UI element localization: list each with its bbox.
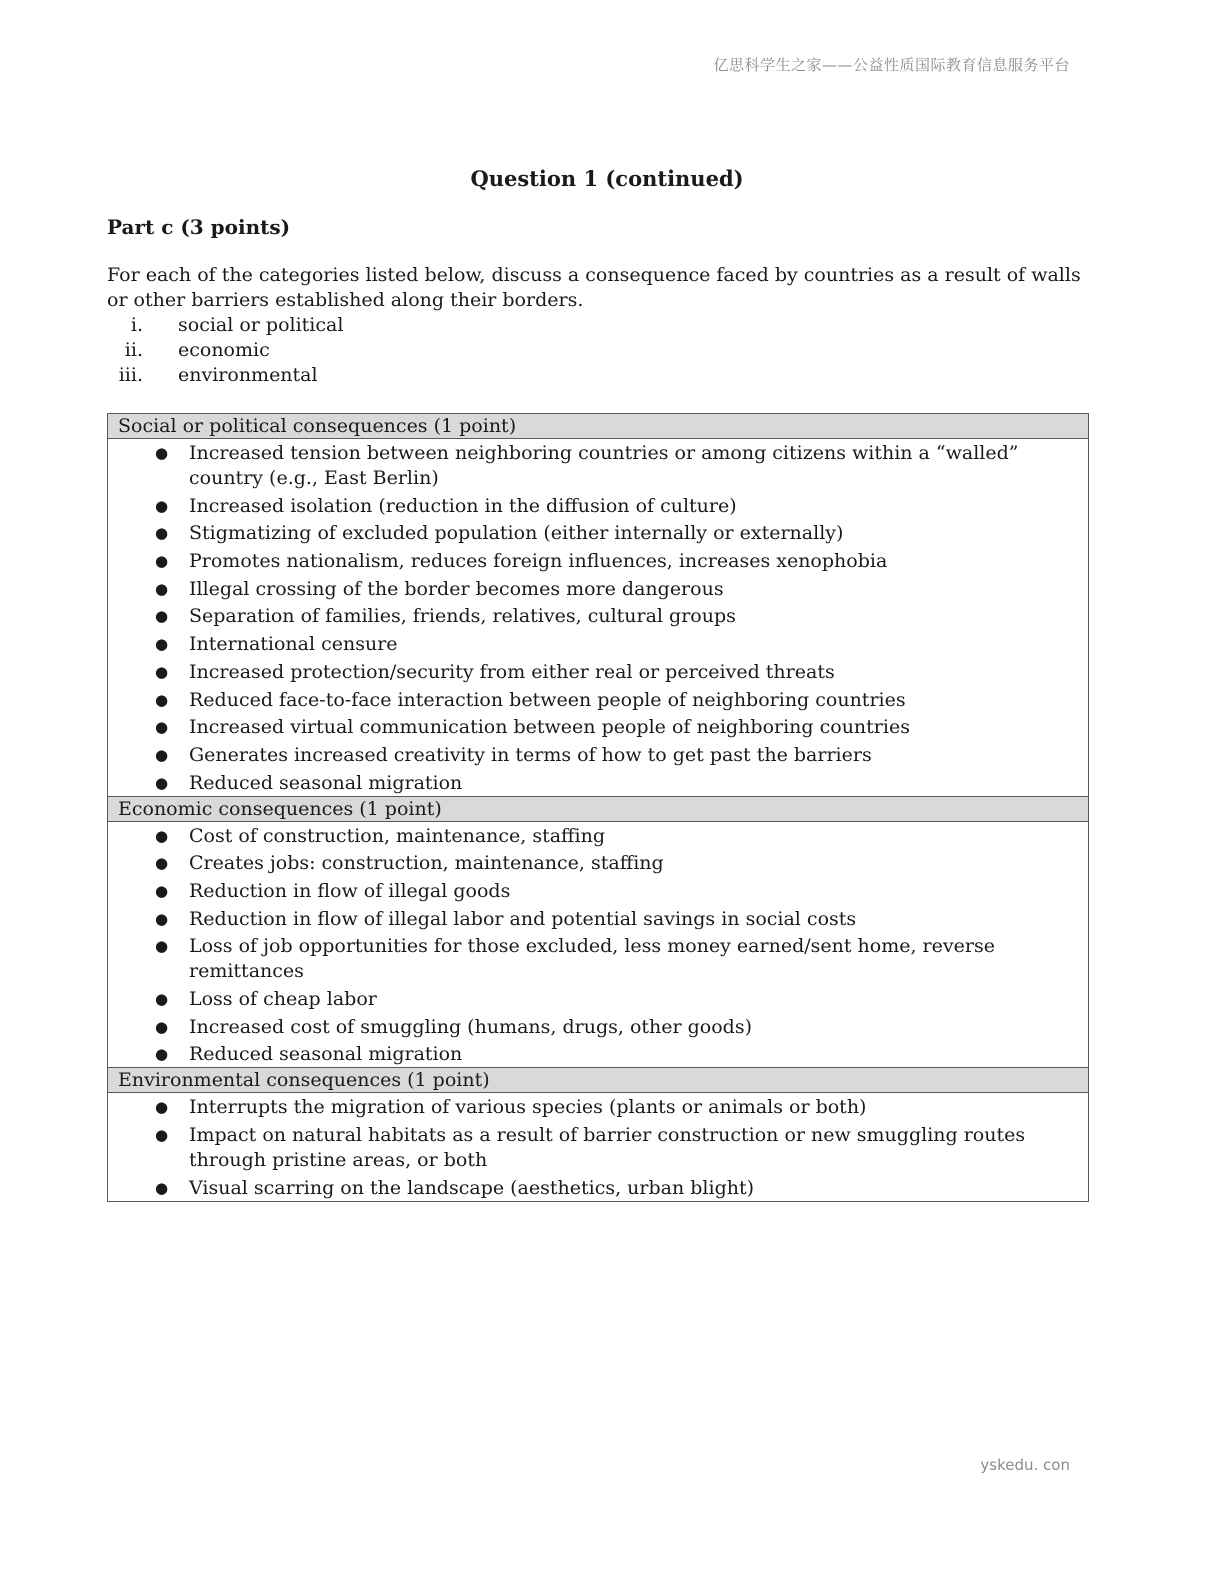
bullet-item [108,660,1088,685]
bullet-item [108,521,1088,546]
bullet-item [108,494,1088,519]
bullet-text: Cost of construction, maintenance, staffing [189,824,606,847]
bullet-item [108,1042,1088,1067]
bullet-text: Increased protection/security from either real or perceived threats [189,660,835,683]
bullet-item [108,577,1088,602]
bullet-item [108,549,1088,574]
bullet-item [108,1123,1088,1173]
bullet-item [108,879,1088,904]
category-item [107,338,1107,363]
bullet-text: Visual scarring on the landscape (aesthetics, urban blight) [189,1176,755,1199]
bullet-icon: ● [154,1017,169,1036]
rubric-section-header: Social or political consequences (1 point) [108,414,1088,439]
bullet-item [108,441,1088,491]
bullet-text: Stigmatizing of excluded population (either internally or externally) [189,522,844,545]
bullet-text: Impact on natural habitats as a result of barrier construction or new smuggling routes through pristine areas, or both [189,1124,1026,1172]
scoring-rubric-table [107,413,1089,1202]
bullet-icon: ● [154,524,169,543]
bullet-text: Interrupts the migration of various species (plants or animals or both) [189,1096,867,1119]
bullet-icon: ● [154,1045,169,1064]
bullet-list [108,1095,1088,1200]
bullet-item [108,715,1088,740]
bullet-icon: ● [154,607,169,626]
rubric-section-body [108,439,1088,796]
bullet-text: Loss of cheap labor [189,988,377,1010]
bullet-icon: ● [154,1098,169,1117]
category-text: environmental [178,364,318,386]
bullet-icon: ● [154,718,169,737]
bullet-icon: ● [154,690,169,709]
bullet-text: Loss of job opportunities for those excluded, less money earned/sent home, reverse remittances [189,935,995,983]
rubric-section-body [108,822,1088,1068]
bullet-icon: ● [154,444,169,462]
category-number: i. [130,314,143,336]
category-text: social or political [178,314,344,336]
bullet-icon: ● [154,826,169,845]
bullet-item [108,688,1088,713]
bullet-text: Reduced seasonal migration [189,771,463,794]
rubric-section-header: Economic consequences (1 point) [108,796,1088,822]
bullet-item [108,987,1088,1012]
category-text: economic [178,339,270,361]
bullet-item [108,1095,1088,1120]
rubric-section-header: Environmental consequences (1 point) [108,1067,1088,1093]
category-item [107,363,1107,388]
bullet-text: International censure [189,633,398,656]
bullet-item [108,1015,1088,1040]
page-content [107,166,1107,1202]
bullet-text: Reduced seasonal migration [189,1043,463,1066]
page-title: Question 1 (continued) [470,166,744,191]
bullet-icon: ● [154,1126,169,1145]
bullet-text: Creates jobs: construction, maintenance, staffing [189,852,664,875]
bullet-item [108,907,1088,932]
bullet-text: Increased cost of smuggling (humans, drugs, other goods) [189,1015,752,1038]
bullet-item [108,604,1088,629]
bullet-item [108,824,1088,849]
bullet-item [108,851,1088,876]
bullet-item [108,632,1088,657]
bullet-icon: ● [154,635,169,654]
bullet-text: Increased isolation (reduction in the diffusion of culture) [189,494,737,517]
bullet-item [108,1176,1088,1201]
part-heading: Part c (3 points) [107,215,291,239]
bullet-text: Reduction in flow of illegal goods [189,879,511,902]
bullet-icon: ● [154,773,169,792]
bullet-list [108,441,1088,796]
bullet-icon: ● [154,881,169,900]
bullet-text: Separation of families, friends, relatives, cultural groups [189,605,736,628]
bullet-icon: ● [154,909,169,928]
bullet-item [108,771,1088,796]
bullet-list [108,824,1088,1068]
bullet-text: Illegal crossing of the border becomes more dangerous [189,577,724,600]
bullet-item [108,743,1088,768]
bullet-icon: ● [154,662,169,681]
bullet-icon: ● [154,937,169,956]
bullet-icon: ● [154,496,169,515]
footer-watermark-text: yskedu. con [980,1456,1070,1474]
bullet-text: Increased tension between neighboring countries or among citizens within a “walled” country (e.g., East Berlin) [189,442,1019,489]
bullet-text: Promotes nationalism, reduces foreign influences, increases xenophobia [189,550,888,573]
question-prompt: For each of the categories listed below, discuss a consequence faced by countries as a result of walls or other barriers established along their borders. [107,264,1081,311]
category-number: iii. [118,364,143,386]
category-item [107,313,1107,338]
bullet-icon: ● [154,854,169,873]
bullet-icon: ● [154,552,169,571]
category-list [107,313,1107,388]
bullet-text: Reduction in flow of illegal labor and potential savings in social costs [189,907,857,930]
bullet-icon: ● [154,745,169,764]
bullet-item [108,934,1088,984]
category-number: ii. [124,339,143,361]
bullet-text: Reduced face-to-face interaction between people of neighboring countries [189,688,906,711]
bullet-icon: ● [154,579,169,598]
bullet-icon: ● [154,1178,169,1197]
rubric-section-body [108,1093,1088,1200]
bullet-text: Generates increased creativity in terms of how to get past the barriers [189,743,872,766]
bullet-text: Increased virtual communication between people of neighboring countries [189,716,910,739]
bullet-icon: ● [154,990,169,1008]
header-watermark-text: 亿思科学生之家——公益性质国际教育信息服务平台 [713,56,1070,74]
